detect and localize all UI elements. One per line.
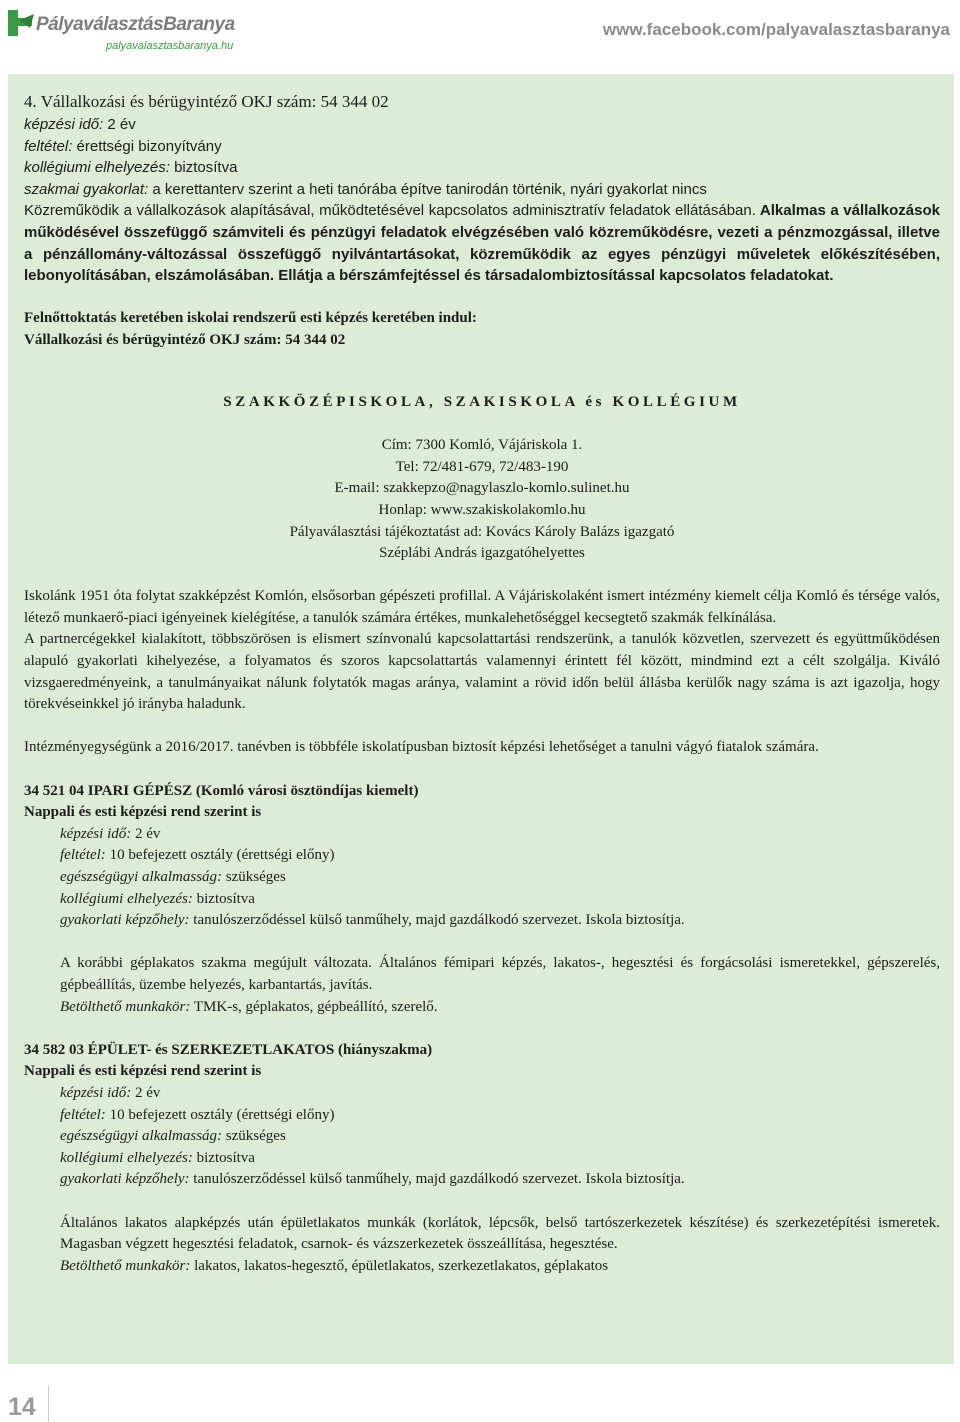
- detail-value: szükséges: [222, 869, 286, 885]
- program-4-title: 4. Vállalkozási és bérügyintéző OKJ szám: 54 344 02: [24, 92, 389, 111]
- detail-value: tanulószerződéssel külső tanműhely, majd gazdálkodó szervezet. Iskola biztosítja.: [189, 912, 685, 929]
- program-title: 34 521 04 IPARI GÉPÉSZ (Komló városi ösztöndíjas kiemelt): [24, 782, 419, 799]
- school-deputy: Széplábi András igazgatóhelyettes: [379, 545, 585, 562]
- detail-label: egészségügyi alkalmasság:: [60, 1128, 223, 1145]
- detail-label: kollégiumi elhelyezés:: [24, 159, 170, 177]
- adult-education-heading: [24, 308, 940, 351]
- detail-feltetel: [24, 845, 940, 867]
- logo-subtitle: palyavalasztasbaranya.hu: [106, 40, 234, 52]
- description-part-2: Alkalmas a vállalkozások működésével összefüggő számviteli és pénzügyi feladatok elvégzésében való közreműködésre, vezeti a pénzmozgással, illetve a pénzállomány-változással összefüggő nyilvántartásokat, közreműködik az egyes pénzügyi műveletek előkészítésében, lebonyolításában, elszámolásában. Ellátja a bérszámfejtéssel és társadalombiztosítással kapcsolatos feladatokat.: [24, 202, 940, 285]
- detail-label: egészségügyi alkalmasság:: [60, 869, 223, 885]
- logo-arrow-mark-icon: [6, 6, 36, 40]
- program-ipari-gepesz: [24, 781, 940, 1019]
- intro-paragraph-1: Iskolánk 1951 óta folytat szakképzést Komlón, elsősorban gépészeti profillal. A Vájáriskolaként ismert intézmény kiemelt célja Komló és térsége valós, létező munkaerő-piaci igényeinek kielégítése, a tanulók számára értékes, munkalehetőséggel kecsegtető szakmák felkínálása.: [24, 588, 940, 626]
- facebook-link[interactable]: www.facebook.com/palyavalasztasbaranya: [602, 20, 950, 39]
- detail-value: biztosítva: [169, 159, 238, 177]
- detail-label: kollégiumi elhelyezés:: [60, 890, 193, 907]
- program-description: Általános lakatos alapképzés után épületlakatos munkák (korlátok, lépcsők, belső tartószerkezetek készítése) és szerkezetépítési ismeretek. Magasban végzett hegesztési feladatok, csarnok- és vázszerkezetek összeállítása, hegesztése.: [60, 1214, 940, 1253]
- program-4-description: [24, 200, 940, 286]
- detail-value: 2 év: [103, 116, 136, 133]
- detail-value: 10 befejezett osztály (érettségi előny): [105, 847, 335, 864]
- detail-value: a kerettanterv szerint a heti tanórába építve tanirodán történik, nyári gyakorlat nincs: [148, 180, 707, 198]
- detail-label: gyakorlati képzőhely:: [60, 1171, 190, 1188]
- adult-education-line-2: Vállalkozási és bérügyintéző OKJ szám: 54 344 02: [24, 331, 346, 348]
- detail-gyakorlati: [24, 1169, 940, 1191]
- detail-value: lakatos, lakatos-hegesztő, épületlakatos, szerkezetlakatos, géplakatos: [190, 1257, 609, 1274]
- footer-divider: [48, 1385, 49, 1422]
- detail-label: képzési idő:: [60, 1084, 132, 1101]
- detail-kollegium: [24, 157, 940, 179]
- detail-value: 2 év: [131, 1084, 161, 1101]
- detail-value: érettségi bizonyítvány: [72, 137, 222, 155]
- detail-label: gyakorlati képzőhely:: [60, 912, 190, 929]
- program-subtitle: Nappali és esti képzési rend szerint is: [24, 1063, 262, 1080]
- logo-title: PályaválasztásBaranya: [36, 14, 235, 35]
- detail-gyakorlati: [24, 910, 940, 932]
- program-epulet-szerkezetlakatos: [24, 1040, 940, 1278]
- detail-value: tanulószerződéssel külső tanműhely, majd gazdálkodó szervezet. Iskola biztosítja.: [189, 1171, 685, 1188]
- program-title: 34 582 03 ÉPÜLET- és SZERKEZETLAKATOS (hiányszakma): [24, 1041, 433, 1058]
- logo: [6, 6, 236, 52]
- detail-value: 2 év: [131, 825, 161, 842]
- detail-value: biztosítva: [192, 1149, 255, 1166]
- page-content: [24, 90, 940, 1277]
- school-email[interactable]: E-mail: szakkepzo@nagylaszlo-komlo.sulinet.hu: [334, 480, 630, 497]
- school-info-contact: Pályaválasztási tájékoztatást ad: Kovács Károly Balázs igazgató: [289, 523, 675, 540]
- program-4-details: [24, 114, 940, 287]
- school-phone: Tel: 72/481-679, 72/483-190: [395, 458, 569, 475]
- school-contact: [24, 435, 940, 565]
- detail-kepzesi-ido: [24, 114, 940, 136]
- detail-egeszseg: [24, 1126, 940, 1148]
- detail-label: szakmai gyakorlat:: [24, 180, 149, 198]
- detail-feltetel: [24, 1105, 940, 1127]
- detail-value: szükséges: [222, 1128, 286, 1145]
- detail-munkakor: [24, 997, 940, 1019]
- adult-education-line-1: Felnőttoktatás keretében iskolai rendszerű esti képzés keretében indul:: [24, 310, 477, 327]
- school-name: SZAKKÖZÉPISKOLA, SZAKISKOLA és KOLLÉGIUM: [223, 393, 741, 410]
- intro-paragraph-2: A partnercégekkel kialakított, többszörösen is elismert színvonalú kapcsolattartási rendszerünk, a tanulók közvetlen, szervezett és együttműködésen alapuló gyakorlati kihelyezése, a folyamatos és szoros kapcsolattartás valamennyi érintett fél között, mindmind ezt a célt szolgálja. Kiváló vizsgaeredményeink, a tanulmányaikat nálunk folytatók magas aránya, valamint a rövid időn belül állásba kerülők nagy száma is azt igazolja, hogy törekvéseinkkel jó irányba haladunk.: [24, 631, 940, 713]
- detail-kepzesi-ido: [24, 824, 940, 846]
- detail-egeszseg: [24, 867, 940, 889]
- detail-value: TMK-s, géplakatos, gépbeállító, szerelő.: [190, 998, 438, 1015]
- page-number: 14: [8, 1393, 36, 1421]
- detail-label: feltétel:: [24, 137, 73, 155]
- detail-label: kollégiumi elhelyezés:: [60, 1149, 193, 1166]
- detail-kollegium: [24, 1148, 940, 1170]
- detail-feltetel: [24, 136, 940, 158]
- school-address: Cím: 7300 Komló, Vájáriskola 1.: [381, 437, 583, 454]
- detail-label: feltétel:: [60, 1106, 106, 1123]
- detail-value: biztosítva: [192, 890, 255, 907]
- detail-gyakorlat: [24, 179, 940, 201]
- program-subtitle: Nappali és esti képzési rend szerint is: [24, 804, 262, 821]
- detail-munkakor: [24, 1256, 940, 1278]
- detail-label: képzési idő:: [60, 825, 132, 842]
- school-website[interactable]: Honlap: www.szakiskolakomlo.hu: [378, 501, 586, 518]
- program-description: A korábbi géplakatos szakma megújult változata. Általános fémipari képzés, lakatos-, hegesztési és forgácsolási ismeretekkel, gépszerelés, gépbeállítás, üzembe helyezés, karbantartás, javítás.: [60, 955, 940, 993]
- page-header: [0, 0, 960, 60]
- detail-label: Betölthető munkakör:: [60, 998, 191, 1015]
- intro-paragraph-3: Intézményegységünk a 2016/2017. tanévben is többféle iskolatípusban biztosít képzési lehetőséget a tanulni vágyó fiatalok számára.: [24, 739, 819, 756]
- detail-label: feltétel:: [60, 847, 106, 864]
- detail-label: képzési idő:: [24, 116, 104, 133]
- description-part-1: Közreműködik a vállalkozások alapításával, működtetésével kapcsolatos adminisztratív feladatok ellátásában.: [24, 202, 756, 220]
- detail-kepzesi-ido: [24, 1083, 940, 1105]
- detail-value: 10 befejezett osztály (érettségi előny): [105, 1106, 335, 1123]
- detail-label: Betölthető munkakör:: [60, 1257, 191, 1274]
- detail-kollegium: [24, 889, 940, 911]
